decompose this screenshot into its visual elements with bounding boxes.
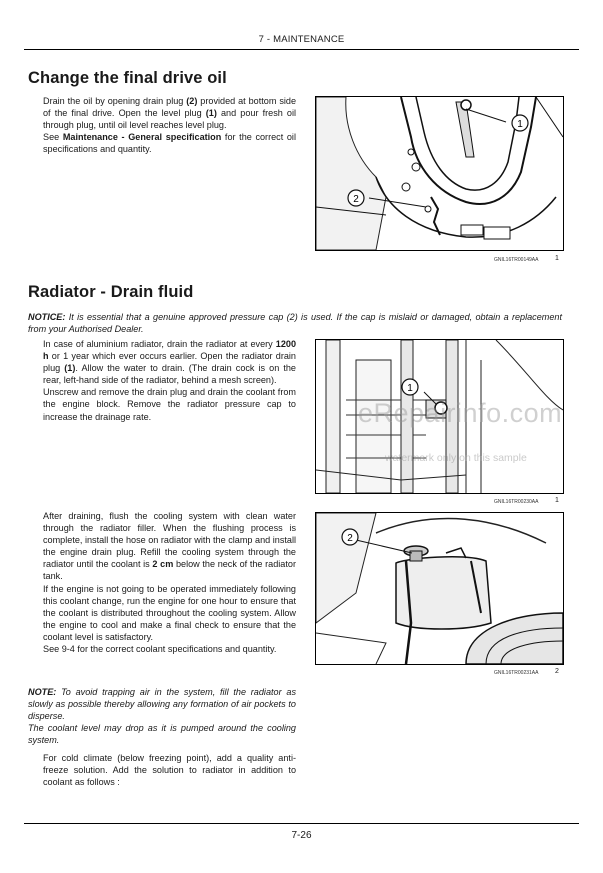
running-header: 7 - MAINTENANCE [258, 34, 345, 45]
figure-number: 1 [555, 497, 559, 504]
callout-2: 2 [347, 533, 353, 544]
footer-rule [24, 823, 579, 824]
callout-1: 1 [407, 383, 413, 394]
figure-code: GNIL16TR00230AA [494, 499, 539, 505]
radiator-refill-text: After draining, flush the cooling system with clean water through the radiator filler. When the flushing process is complete, install the hose on radiator with the clamp and install the engine drain plug. Refill the cooling system through the radiator until the coolant is 2 cm below the neck of the radiator tank. If the engine is not going to be operated immediately following this coolant change, run the engine for one hour to ensure that the coolant is distributed throughout the cooling system. Allow the engine to cool and make a final check to ensure that the coolant level is satisfactory. See 9-4 for the correct coolant specifications and quantity. [43, 511, 296, 655]
note-text: NOTE: To avoid trapping air in the system, fill the radiator as slowly as possible thereby allowing any formation of air pockets to disperse. The coolant level may drop as it is pumped around the cooling system. [28, 687, 296, 746]
final-drive-text: Drain the oil by opening drain plug (2) provided at bottom side of the final drive. Open the level plug (1) and pour fresh oil through plug, until oil level reaches level plug. See Maintenance - General specification for the correct oil specifications and quantity. [43, 96, 296, 155]
figure-number: 2 [555, 668, 559, 675]
figure-pressure-cap [315, 512, 564, 665]
watermark-note: watermark only on this sample [385, 452, 527, 464]
callout-1: 1 [517, 119, 523, 130]
final-drive-illustration [316, 97, 563, 250]
figure-number: 1 [555, 255, 559, 262]
radiator-drain-text: In case of aluminium radiator, drain the radiator at every 1200 h or 1 year which ever occurs earlier. Open the radiator drain plug (1). Allow the water to drain. (The drain cock is on the rear, left-hand side of the radiator, behind a mesh screen). Unscrew and remove the drain plug and drain the coolant from the engine block. Remove the radiator pressure cap to increase the drainage rate. [43, 339, 296, 422]
section-heading-final-drive: Change the final drive oil [28, 69, 227, 87]
figure-code: GNIL16TR00149AA [494, 257, 539, 263]
pressure-cap-illustration [316, 513, 563, 664]
callout-2: 2 [353, 194, 359, 205]
page-number: 7-26 [291, 830, 312, 841]
header-rule [24, 49, 579, 50]
section-heading-radiator: Radiator - Drain fluid [28, 283, 194, 301]
anti-freeze-text: For cold climate (below freezing point), add a quality anti-freeze solution. Add the solution to radiator in addition to coolant as follows : [43, 753, 296, 788]
figure-code: GNIL16TR00231AA [494, 670, 539, 676]
figure-final-drive [315, 96, 564, 251]
watermark-site: eRepairinfo.com [358, 398, 563, 428]
notice-text: NOTICE: It is essential that a genuine approved pressure cap (2) is used. If the cap is mislaid or damaged, obtain a replacement from your Authorised Dealer. [28, 312, 562, 335]
